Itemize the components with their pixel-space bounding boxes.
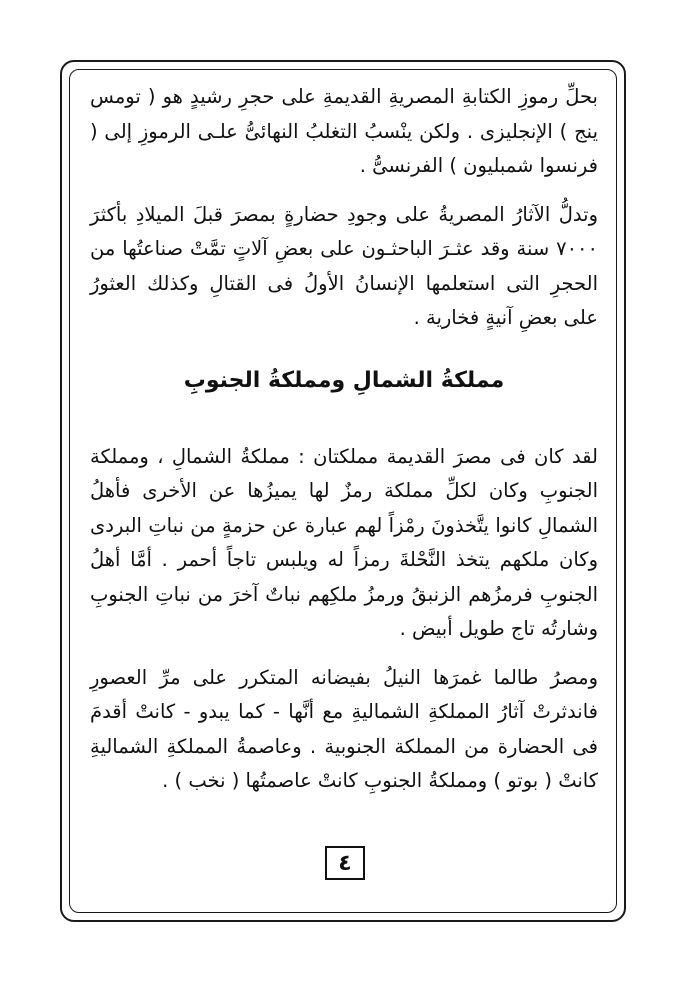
page-content — [90, 80, 598, 799]
paragraph-decipherment: بحلِّ رموزِ الكتابةِ المصريةِ القديمةِ على حجرِ رشيدٍ هو ( تومس ينج ) الإنجليزى . ولكن ينْسبُ التغلبُ النهائىُّ علـى الرموزِ إلى ( فرنسوا شمبليون ) الفرنسىُّ . — [90, 85, 598, 177]
paragraph-egyptian-civilization: وتدلُّ الآثارُ المصريةُ على وجودِ حضارةٍ بمصرَ قبلَ الميلادِ بأكثرَ ٧٠٠٠ سنة وقد عثـرَ الباحثـون على بعضِ آلاتٍ تمَّتْ صناعتُها من الحجرِ التى استعلمها الإنسانُ الأولُ فى القتالِ وكذلك العثورُ على بعضِ آنيةٍ فخارية . — [90, 202, 598, 329]
page-number: ٤ — [325, 846, 365, 880]
paragraph-nile-floods: ومصرُ طالما غمرَها النيلُ بفيضانه المتكرر على مرِّ العصورِ فاندثرتْ آثارُ المملكةِ الشماليةِ مع أنَّها - كما يبدو - كانتْ أقدمَ فى الحضارة من المملكة الجنوبية . وعاصمةُ المملكةِ الشماليةِ كانتْ ( بوتو ) ومملكةُ الجنوبِ كانتْ عاصمتُها ( نخب ) . — [90, 665, 598, 792]
section-heading: مملكةُ الشمالِ ومملكةُ الجنوبِ — [183, 367, 505, 393]
paragraph-two-kingdoms: لقد كان فى مصرَ القديمة مملكتان : مملكةُ الشمالِ ، ومملكة الجنوبِ وكان لكلِّ مملكة رمزٌ لها يميزُها عن الأخرى فأهلُ الشمالِ كانوا يتَّخذونَ رمْزاً لهم عبارة عن حزمةٍ من نباتِ البردى وكان ملكهم يتخذ النَّحْلةَ رمزاً له ويلبس تاجاً أحمر . أمَّا أهلُ الجنوبِ فرمزُهم الزنبقُ ورمزُ ملكِهم نباتٌ آخرَ من نباتِ الجنوبِ وشارتُه تاج طويل أبيض . — [90, 444, 598, 640]
